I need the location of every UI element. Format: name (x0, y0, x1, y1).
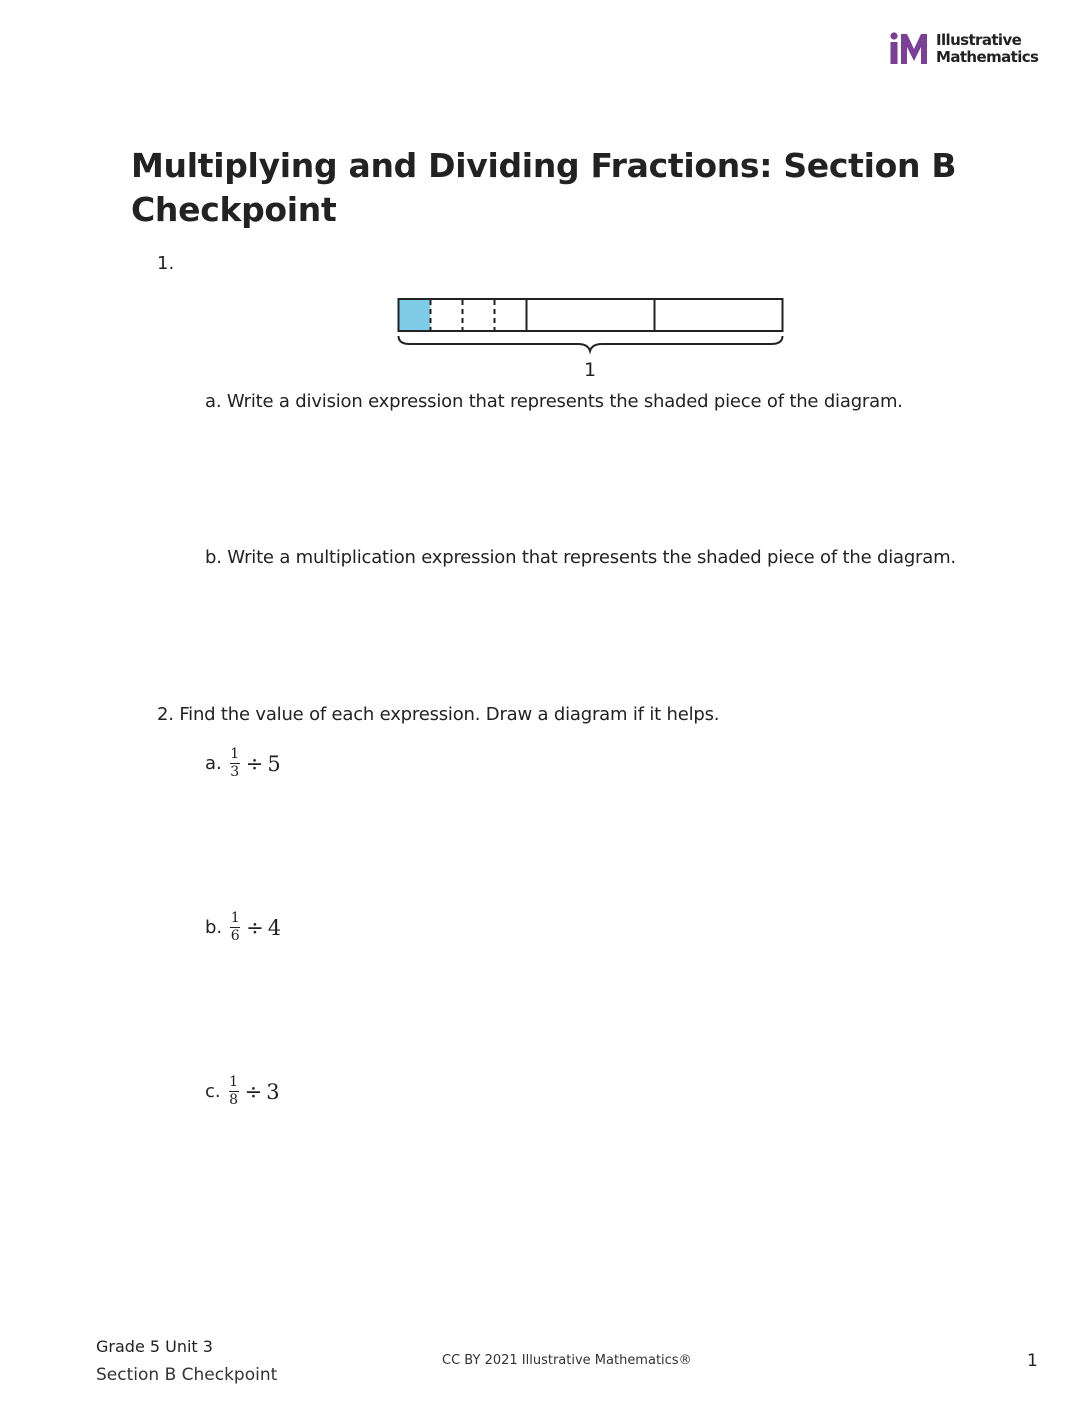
logo-line-1: Illustrative (936, 31, 1022, 49)
numerator: 1 (229, 1074, 239, 1090)
footer-section: Section B Checkpoint (96, 1365, 278, 1385)
tape-outline (399, 299, 783, 331)
question-1b-prompt (205, 546, 956, 570)
question-2b-label: b. (205, 917, 223, 938)
fraction (230, 911, 240, 944)
question-1b-label: b. (205, 547, 222, 568)
numerator: 1 (230, 910, 240, 926)
footer-grade-unit: Grade 5 Unit 3 (96, 1337, 213, 1356)
whole-label: 1 (583, 359, 597, 381)
question-2-text: Find the value of each expression. Draw a diagram if it helps. (179, 704, 720, 725)
whole-brace (399, 336, 783, 351)
question-2c-expression (205, 1075, 280, 1108)
division-operator: ÷ (245, 751, 264, 776)
question-2a-expression (205, 747, 281, 780)
question-1a-prompt (205, 390, 903, 414)
logo-wordmark (936, 32, 1038, 66)
im-logo-mark-icon (888, 32, 930, 66)
question-2c-label: c. (205, 1081, 221, 1102)
question-1b-text: Write a multiplication expression that represents the shaded piece of the diagram. (227, 547, 956, 568)
denominator: 6 (230, 928, 240, 944)
question-2a-label: a. (205, 753, 222, 774)
question-1-number: 1. (157, 253, 175, 274)
numerator: 1 (230, 746, 240, 762)
footer-license: CC BY 2021 Illustrative Mathematics® (442, 1353, 692, 1368)
fraction (229, 1075, 239, 1108)
question-1a-label: a. (205, 391, 222, 412)
question-1a-text: Write a division expression that represents the shaded piece of the diagram. (226, 391, 903, 412)
logo-line-2: Mathematics (936, 48, 1039, 66)
divisor: 5 (267, 751, 281, 776)
page-number: 1 (1027, 1351, 1038, 1371)
page-title: Multiplying and Dividing Fractions: Section B Checkpoint (131, 146, 957, 229)
divisor: 4 (267, 915, 282, 940)
division-operator: ÷ (246, 915, 264, 940)
denominator: 3 (230, 764, 240, 780)
question-2b-expression (205, 911, 281, 944)
tape-diagram (390, 290, 790, 382)
denominator: 8 (229, 1092, 239, 1108)
illustrative-mathematics-logo (888, 32, 1048, 68)
fraction (230, 747, 240, 780)
shaded-piece (399, 299, 431, 331)
question-2-prompt (157, 703, 719, 727)
divisor: 3 (266, 1079, 280, 1104)
question-2-number: 2. (157, 704, 174, 725)
division-operator: ÷ (244, 1079, 263, 1104)
